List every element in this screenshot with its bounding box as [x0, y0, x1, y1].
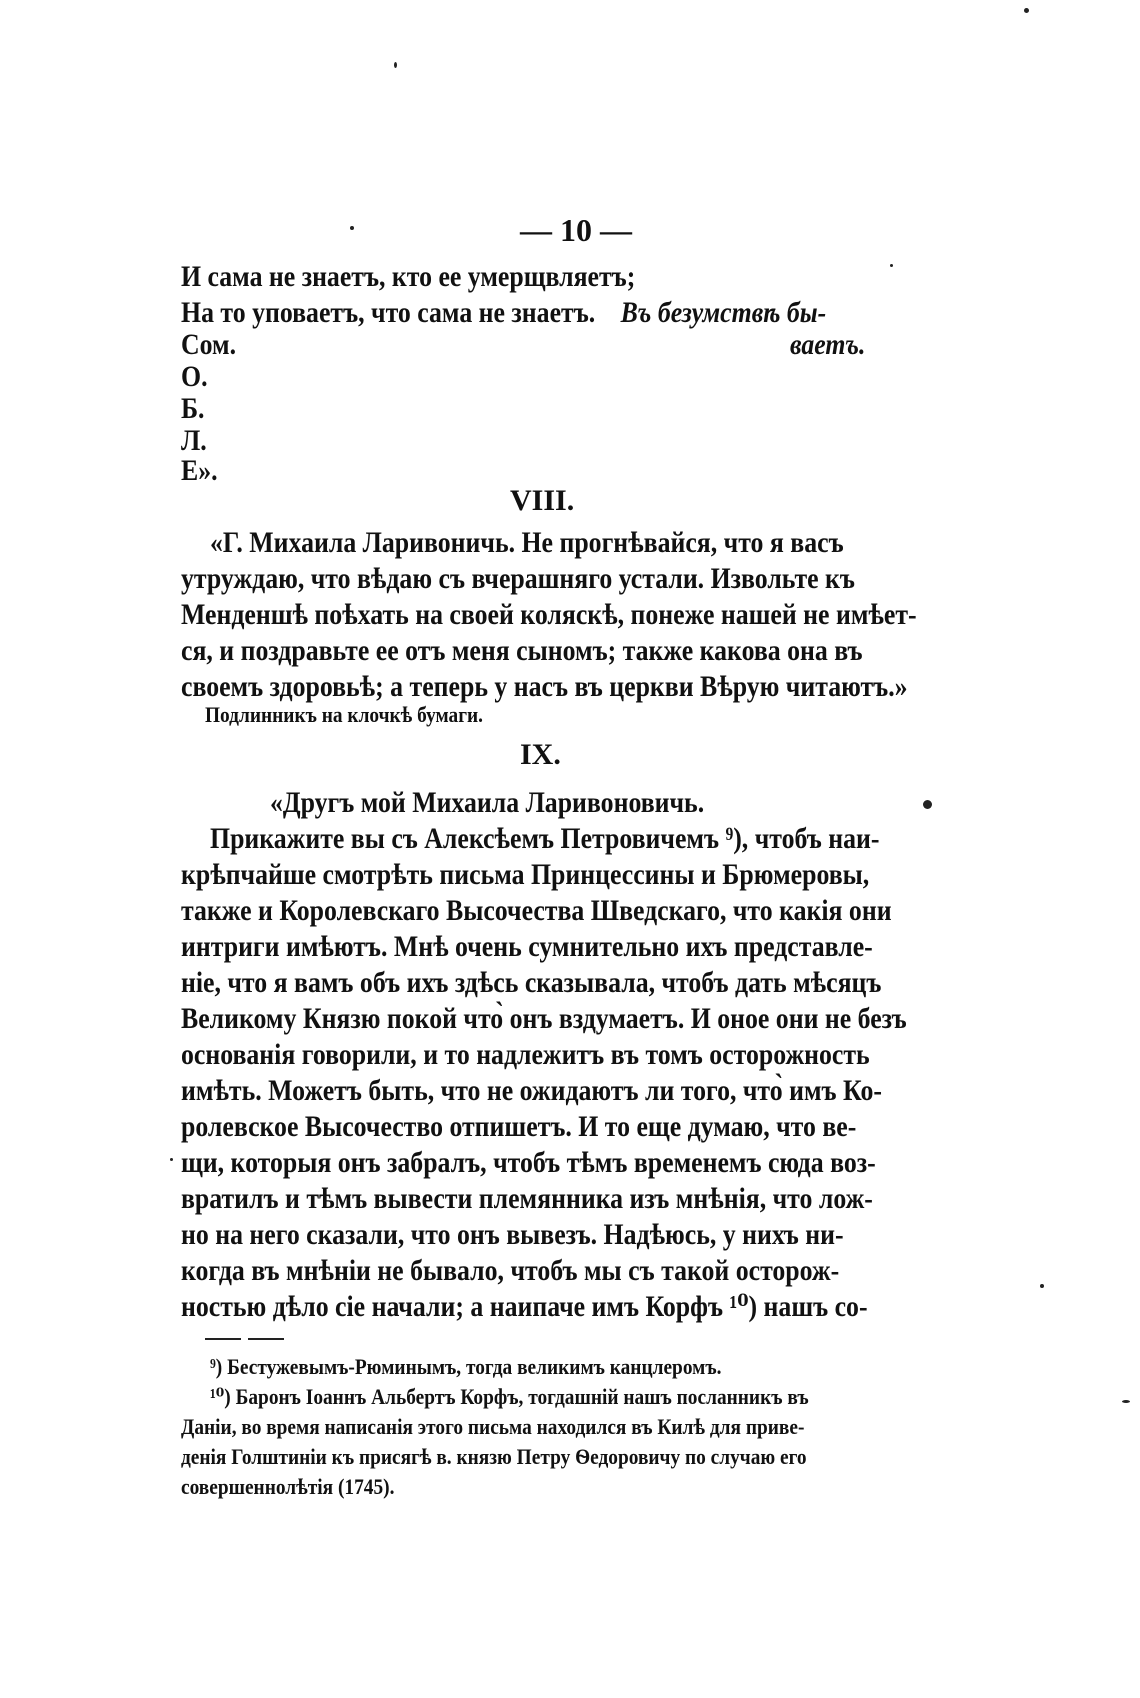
footnote-rule — [205, 1338, 241, 1340]
section-8-heading: VIII. — [510, 484, 575, 517]
poem-line-4: О. — [181, 360, 208, 393]
section-9-line: крѣпчайше смотрѣть письма Принцессины и Брюмеровы, — [181, 858, 870, 891]
poem-line-2-italic: Въ безумствѣ бы- — [620, 296, 827, 329]
section-8-line: Менденшѣ поѣхать на своей коляскѣ, понеже нашей не имѣет- — [181, 598, 917, 631]
scan-speck — [1040, 1284, 1044, 1288]
section-9-line: когда въ мнѣніи не бывало, чтобъ мы съ такой осторож- — [181, 1254, 840, 1287]
section-9-line: интриги имѣютъ. Мнѣ очень сумнительно ихъ представле- — [181, 930, 873, 963]
section-9-line: вратилъ и тѣмъ вывести племянника изъ мнѣнія, что лож- — [181, 1182, 873, 1215]
scan-speck — [890, 264, 893, 267]
section-9-heading: IX. — [520, 738, 561, 771]
section-8-line: «Г. Михаила Ларивоничь. Не прогнѣвайся, что я васъ — [210, 526, 844, 559]
section-8-line: ся, и поздравьте ее отъ меня сыномъ; также какова она въ — [181, 634, 863, 667]
poem-line-2-text: На то уповаетъ, что сама не знаетъ. — [181, 296, 596, 329]
footnote-rule — [248, 1338, 284, 1340]
scan-speck — [394, 62, 397, 68]
footnote-10-line: Даніи, во время написанія этого письма находился въ Килѣ для приве- — [181, 1414, 805, 1439]
section-9-line: также и Королевскаго Высочества Шведскаго, что какія они — [181, 894, 892, 927]
poem-line-7: Е». — [181, 454, 218, 487]
footnote-10-line: совершеннолѣтія (1745). — [181, 1474, 395, 1499]
section-9-line: но на него сказали, что онъ вывезъ. Надѣюсь, у нихъ ни- — [181, 1218, 844, 1251]
poem-line-1: И сама не знаетъ, кто ее умерщвляетъ; — [181, 260, 636, 293]
scan-speck — [1024, 8, 1029, 13]
poem-line-3-italic: ваетъ. — [790, 328, 866, 361]
poem-line-5: Б. — [181, 392, 205, 425]
section-8-line: своемъ здоровьѣ; а теперь у насъ въ церкви Вѣрую читаютъ.» — [181, 670, 908, 703]
section-8-line: утруждаю, что вѣдаю съ вчерашняго устали. Извольте къ — [181, 562, 855, 595]
footnote-10-line: ¹⁰) Баронъ Іоаннъ Альбертъ Корфъ, тогдашній нашъ посланникъ въ — [210, 1384, 809, 1409]
section-9-line: основанія говорили, и то надлежитъ въ томъ осторожность — [181, 1038, 870, 1071]
poem-line-6: Л. — [181, 424, 207, 457]
section-9-line: Прикажите вы съ Алексѣемъ Петровичемъ ⁹), чтобъ наи- — [210, 822, 880, 855]
scan-speck — [170, 1158, 173, 1161]
section-9-line: ностью дѣло сіе начали; а наипаче имъ Корфъ ¹⁰) нашъ со- — [181, 1290, 868, 1323]
footnote-10-line: денія Голштиніи къ присягѣ в. князю Петру Ѳедоровичу по случаю его — [181, 1444, 807, 1469]
section-9-line: щи, которыя онъ забралъ, чтобъ тѣмъ временемъ сюда воз- — [181, 1146, 876, 1179]
section-9-line: имѣть. Можетъ быть, что не ожидаютъ ли того, что̀ имъ Ко- — [181, 1074, 882, 1107]
scan-speck — [350, 226, 354, 230]
footnote-9: ⁹) Бестужевымъ-Рюминымъ, тогда великимъ канцлеромъ. — [210, 1354, 722, 1379]
scan-speck — [923, 800, 932, 809]
poem-line-2 — [181, 294, 826, 332]
section-8-note: Подлинникъ на клочкѣ бумаги. — [205, 702, 484, 727]
page-number: — 10 — — [520, 212, 632, 248]
section-9-greeting: «Другъ мой Михаила Ларивоновичь. — [270, 786, 705, 819]
section-9-line: Великому Князю покой что̀ онъ вздумаетъ. И оное они не безъ — [181, 1002, 907, 1035]
section-9-line: ніе, что я вамъ объ ихъ здѣсь сказывала, чтобъ дать мѣсяцъ — [181, 966, 882, 999]
poem-line-3: Сом. — [181, 328, 237, 361]
section-9-line: ролевское Высочество отпишетъ. И то еще думаю, что ве- — [181, 1110, 857, 1143]
scan-speck — [1122, 1400, 1130, 1403]
